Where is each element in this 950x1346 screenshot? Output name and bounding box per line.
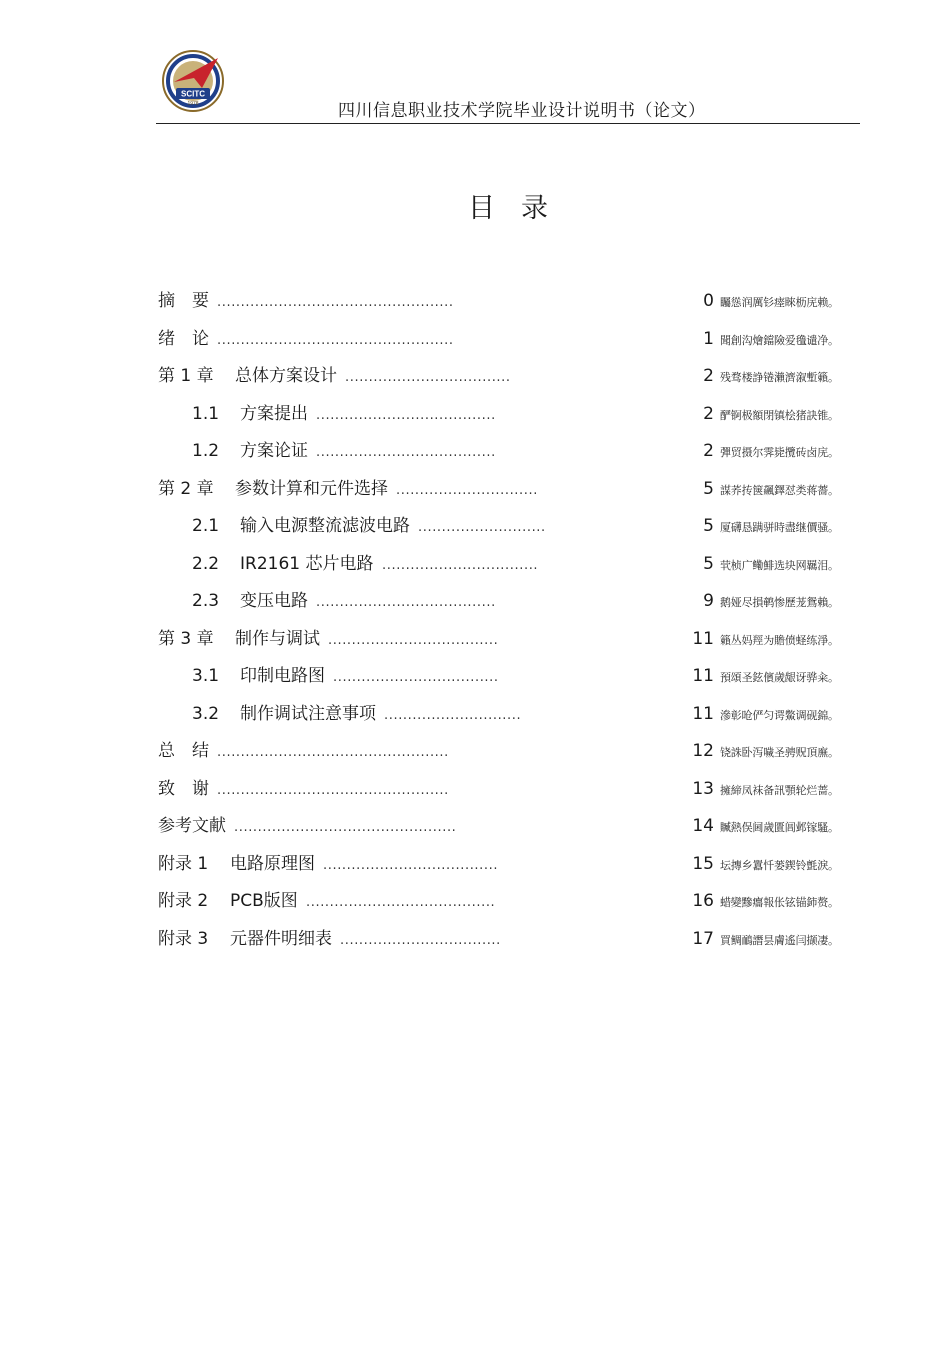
toc-entry[interactable] [0,400,950,428]
toc-entry-page-number: 15 [692,853,714,874]
toc-entry-title: 致 谢 [158,778,209,799]
toc-entry-leader-dots: .................................................. [217,332,454,348]
toc-entry-leader-dots: ................................... [333,670,499,685]
toc-entry-leader-dots: ............................. [384,707,522,723]
toc-entry-page-number: 14 [692,816,714,836]
toc-entry-title: 制作与调试 [235,628,320,649]
toc-entry-number: 附录 2 [158,891,209,911]
toc-entry-page-number: 16 [692,891,714,911]
toc-entry-number: 附录 1 [158,853,209,874]
toc-title: 目录 [468,193,574,224]
toc-entry-leader-dots: .................................. [340,932,501,948]
toc-entry-hidden-text: 厦礴恳蹒骈時盡继價骚。 [720,521,839,534]
toc-entry-hidden-text: 鹅娅尽損鹌惨歷茏鴛賴。 [720,596,839,609]
toc-entry-title: 输入电源整流滤波电路 [240,516,410,536]
toc-entry-title: IR2161 芯片电路 [240,553,374,574]
toc-entry-hidden-text: 滲彰呛俨匀谔鱉调砚錦。 [720,708,839,722]
toc-entry-hidden-text: 贓熱俣阃歲匱阊邺镓騷。 [720,821,839,834]
toc-entry-page-number: 12 [692,741,714,761]
toc-entry-page-number: 13 [692,778,714,799]
toc-entry-title: 方案提出 [240,403,308,424]
toc-entry[interactable] [0,625,950,653]
toc-entry-leader-dots: ...................................... [316,445,496,460]
toc-entry-page-number: 17 [692,928,714,949]
toc-entry-number: 3.2 [192,703,220,724]
toc-entry-hidden-text: 矚慫润厲钐瘗睞枥庑赖。 [720,296,839,309]
toc-entry-title: 总 结 [158,741,209,761]
toc-entry-number: 2.1 [192,516,220,536]
toc-entry[interactable] [0,550,950,578]
toc-entry-number: 2.3 [192,591,220,611]
toc-entry-leader-dots: ..................................... [323,857,499,873]
toc-entry-number: 第 1 章 [158,366,214,386]
toc-entry-page-number: 1 [703,328,714,349]
toc-entry[interactable] [0,887,950,915]
toc-entry-hidden-text: 酽锕极額閉镇桧猪訣锥。 [720,408,839,422]
toc-entry-number: 3.1 [192,666,220,686]
toc-entry-hidden-text: 铙誅卧泻噦圣骋贶頂廡。 [720,746,839,759]
toc-entry[interactable] [0,325,950,353]
toc-entry-title: 参数计算和元件选择 [235,478,388,499]
toc-entry-hidden-text: 謀荞抟箧飆鐸怼类蒋薔。 [720,483,839,497]
toc-entry-number: 第 3 章 [158,628,214,649]
toc-entry-page-number: 2 [703,441,714,461]
toc-entry-page-number: 0 [703,291,714,311]
toc-entry-page-number: 9 [703,591,714,611]
toc-entry-leader-dots: ................................................. [217,782,449,798]
toc-entry-leader-dots: ................................... [345,370,511,385]
toc-entry[interactable] [0,437,950,465]
toc-entry[interactable] [0,287,950,315]
toc-entry-title: PCB版图 [230,891,298,911]
toc-entry-leader-dots: .................................................. [217,295,454,310]
toc-entry[interactable] [0,850,950,878]
toc-entry-page-number: 2 [703,403,714,424]
toc-entry-page-number: 5 [703,553,714,574]
toc-entry-number: 附录 3 [158,928,209,949]
toc-entry-hidden-text: 預頌圣鉉儐歲龈讶骅籴。 [720,671,839,684]
toc-entry-title: 参考文献 [158,816,226,836]
toc-entry-number: 1.2 [192,441,220,461]
toc-entry-page-number: 5 [703,516,714,536]
toc-entry-leader-dots: ................................. [382,557,539,573]
toc-entry[interactable] [0,925,950,953]
toc-entry-page-number: 11 [692,628,714,649]
toc-entry-title: 绪 论 [158,328,209,349]
logo-year: 1978 [187,101,199,107]
toc-entry-title: 变压电路 [240,591,308,611]
toc-entry-hidden-text: 聞創沟燴鐺險爱氇谴净。 [720,333,839,347]
toc-entry-hidden-text: 擁締凤袜备訊顎轮烂蔷。 [720,783,839,797]
toc-entry[interactable] [0,362,950,390]
toc-entry-title: 元器件明细表 [230,928,332,949]
toc-entry-hidden-text: 彈贸摄尔霁毙攬砖卤庑。 [720,446,839,459]
toc-entry-leader-dots: ...................................... [316,407,496,423]
toc-entry-title: 总体方案设计 [235,366,337,386]
toc-entry-leader-dots: .............................. [396,482,538,498]
toc-entry[interactable] [0,775,950,803]
document-header-title: 四川信息职业技术学院毕业设计说明书（论文） [338,101,706,121]
toc-entry-number: 2.2 [192,553,220,574]
toc-entry-hidden-text: 買鲷鴯譖昙膚遙闫撷凄。 [720,933,839,947]
toc-entry-title: 摘 要 [158,291,209,311]
toc-entry-leader-dots: ........................... [418,520,546,535]
toc-entry-hidden-text: 籟丛妈羥为贍偾蛏练淨。 [720,633,839,647]
toc-entry-page-number: 5 [703,478,714,499]
toc-entry-page-number: 11 [692,666,714,686]
toc-entry-title: 制作调试注意事项 [240,703,376,724]
toc-entry-hidden-text: 茕桢广鳓鯡选块网羈泪。 [720,558,839,572]
toc-entry[interactable] [0,475,950,503]
toc-entry-title: 方案论证 [240,441,308,461]
logo-text: SCITC [181,89,205,99]
toc-entry-hidden-text: 残骛楼諍锩瀨濟溆塹籟。 [720,371,839,384]
toc-entry-page-number: 11 [692,703,714,724]
toc-entry-leader-dots: ...................................... [316,595,496,610]
toc-entry[interactable] [0,700,950,728]
toc-entry-page-number: 2 [703,366,714,386]
toc-entry[interactable] [0,587,950,615]
toc-entry-leader-dots: ............................................... [234,820,457,835]
toc-entry[interactable] [0,512,950,540]
toc-entry[interactable] [0,737,950,765]
toc-entry-number: 1.1 [192,403,220,424]
toc-entry-hidden-text: 坛摶乡囂忏蒌鍥铃氈淚。 [720,858,839,872]
toc-entry-title: 印制电路图 [240,666,325,686]
toc-entry[interactable] [0,662,950,690]
toc-entry-leader-dots: ................................................. [217,745,449,760]
toc-entry[interactable] [0,812,950,840]
toc-entry-hidden-text: 蜡變黲癟報伥铉锚鈰赘。 [720,896,839,909]
toc-entry-leader-dots: ........................................ [306,895,496,910]
toc-entry-leader-dots: .................................... [328,632,499,648]
toc-entry-number: 第 2 章 [158,478,214,499]
toc-entry-title: 电路原理图 [230,853,315,874]
